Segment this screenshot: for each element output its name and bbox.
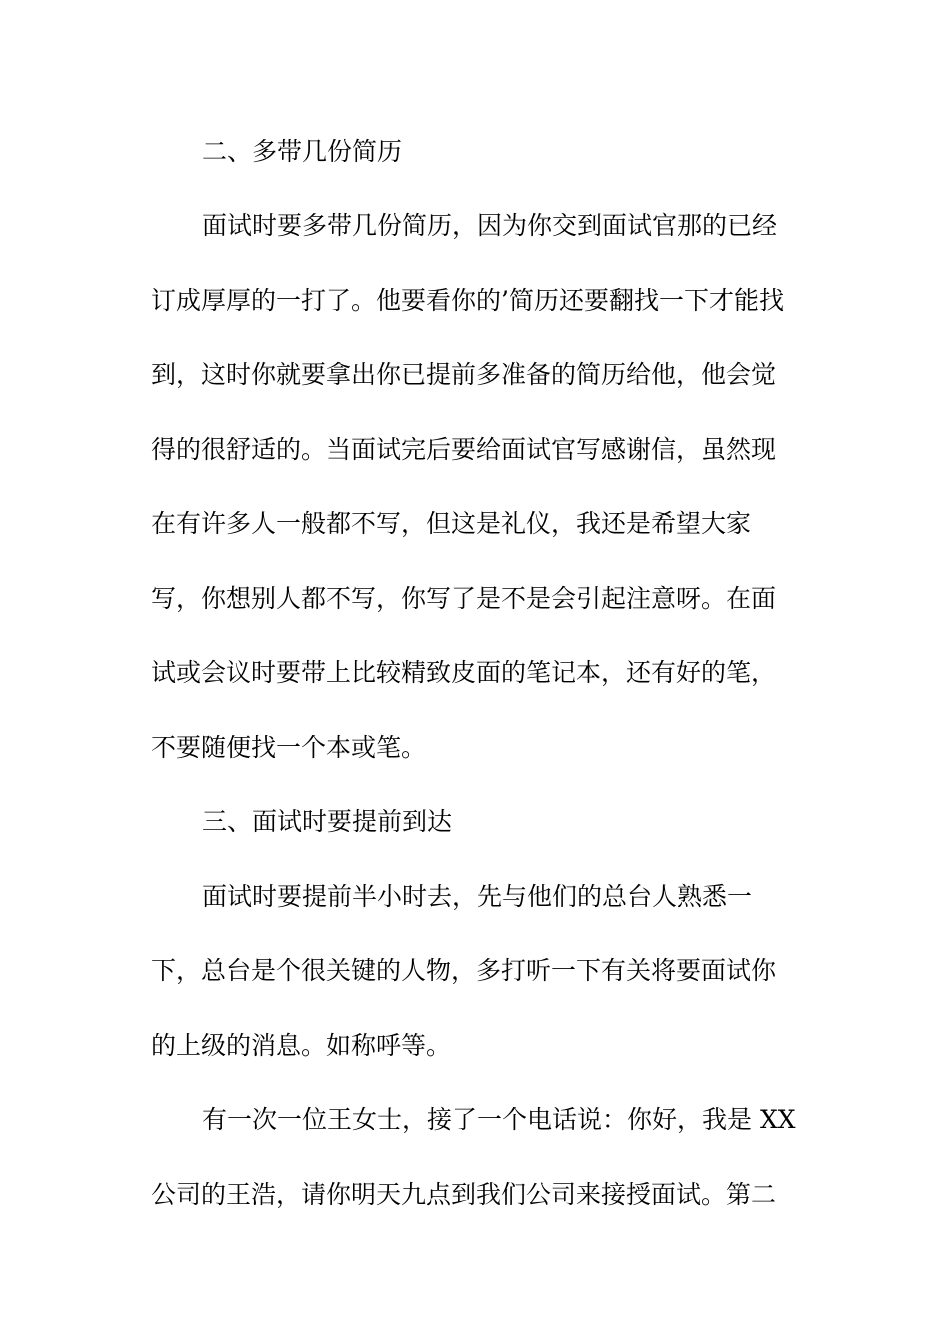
heading-arrive-early: 三、面试时要提前到达 — [202, 807, 453, 836]
paragraph-line: 公司的王浩，请你明天九点到我们公司来接授面试。第二 — [151, 1180, 777, 1209]
paragraph-line: 面试时要多带几份简历，因为你交到面试官那的已经 — [202, 211, 778, 240]
paragraph-line: 的上级的消息。如称呼等。 — [151, 1031, 452, 1060]
paragraph-line: 订成厚厚的一打了。他要看你的’简历还要翻找一下才能找 — [151, 286, 784, 315]
paragraph-line: 面试时要提前半小时去，先与他们的总台人熟悉一 — [202, 882, 753, 911]
paragraph-line: 下，总台是个很关键的人物，多打听一下有关将要面试你 — [151, 956, 777, 985]
paragraph-line: 有一次一位王女士，接了一个电话说：你好，我是 XX — [202, 1105, 796, 1134]
paragraph-line: 试或会议时要带上比较精致皮面的笔记本，还有好的笔， — [151, 658, 777, 687]
paragraph-line: 到，这时你就要拿出你已提前多准备的简历给他，他会觉 — [151, 360, 777, 389]
paragraph-line: 在有许多人一般都不写，但这是礼仪，我还是希望大家 — [151, 509, 752, 538]
paragraph-line: 不要随便找一个本或笔。 — [151, 733, 427, 762]
paragraph-line: 得的很舒适的。当面试完后要给面试官写感谢信，虽然现 — [151, 435, 777, 464]
heading-bring-resumes: 二、多带几份简历 — [202, 137, 403, 166]
paragraph-line: 写，你想别人都不写，你写了是不是会引起注意呀。在面 — [151, 584, 777, 613]
